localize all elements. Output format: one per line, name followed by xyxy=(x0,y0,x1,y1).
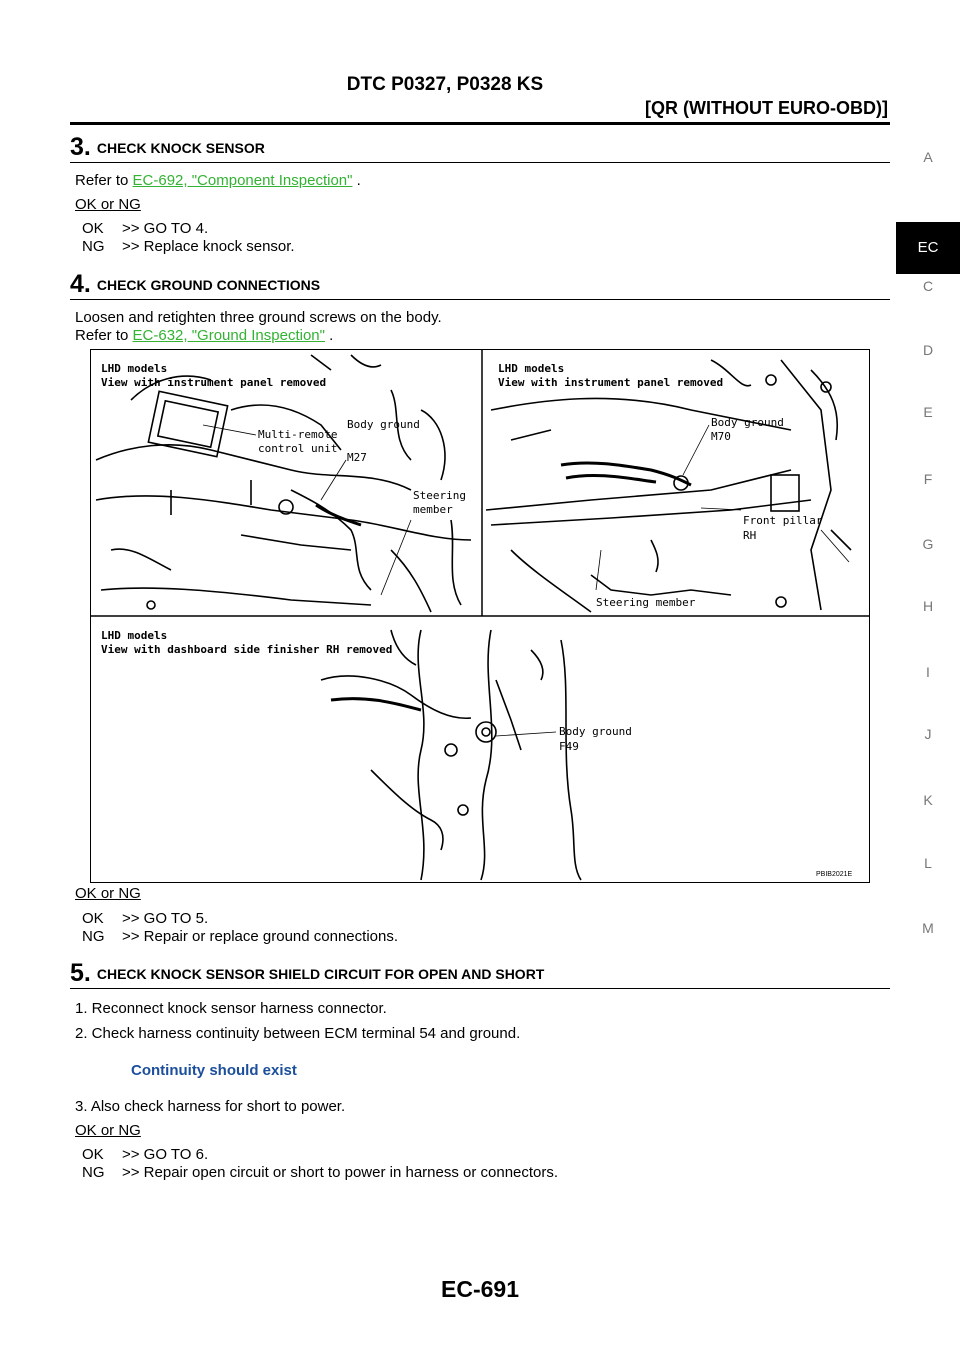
refer-suffix: . xyxy=(324,327,334,344)
panel-2-label-rh: RH xyxy=(743,529,757,542)
section-3-ok-ng: OK or NG xyxy=(75,196,141,213)
panel-1-label-steering: Steering xyxy=(413,489,466,502)
result-text: >> GO TO 5. xyxy=(122,910,209,927)
side-index-item-a[interactable]: A xyxy=(923,149,933,165)
panel-2-title-2: View with instrument panel removed xyxy=(498,376,724,389)
page-title: DTC P0327, P0328 KS xyxy=(346,74,544,95)
section-5-rule xyxy=(70,988,890,989)
panel-2-label-m70: M70 xyxy=(711,430,731,443)
section-4-result-ok xyxy=(82,910,208,927)
section-3-result-ok xyxy=(82,220,208,237)
section-5-ok-ng: OK or NG xyxy=(75,1122,141,1139)
page-number: EC-691 xyxy=(441,1276,519,1302)
side-index-item-k[interactable]: K xyxy=(923,792,933,808)
section-3-number: 3. xyxy=(70,133,91,161)
refer-prefix: Refer to xyxy=(75,172,133,189)
panel-2-leader-lines xyxy=(596,425,849,590)
panel-3-sketch xyxy=(321,630,581,880)
page-subtitle: [QR (WITHOUT EURO-OBD)] xyxy=(645,98,888,118)
ground-location-figure xyxy=(90,349,870,883)
result-key: NG xyxy=(82,928,105,945)
section-4-heading xyxy=(70,270,320,299)
refer-prefix: Refer to xyxy=(75,327,133,344)
side-index-item-i[interactable]: I xyxy=(926,664,930,680)
result-text: >> GO TO 6. xyxy=(122,1146,209,1163)
section-5-number: 5. xyxy=(70,959,91,987)
panel-2-title-1: LHD models xyxy=(498,362,565,375)
result-key: OK xyxy=(82,910,104,927)
result-text: >> Replace knock sensor. xyxy=(122,238,295,255)
section-5-step-2: 2. Check harness continuity between ECM terminal 54 and ground. xyxy=(75,1025,521,1042)
side-index-item-d[interactable]: D xyxy=(922,342,934,358)
side-index-item-g[interactable]: G xyxy=(922,536,934,552)
section-5-step-1: 1. Reconnect knock sensor harness connector. xyxy=(75,1000,387,1017)
section-3-title: CHECK KNOCK SENSOR xyxy=(96,140,265,156)
panel-1-title-2: View with instrument panel removed xyxy=(101,376,327,389)
side-index-item-j[interactable]: J xyxy=(924,726,932,742)
result-key: OK xyxy=(82,220,104,237)
panel-2-label-steering-member: Steering member xyxy=(596,596,696,609)
side-index-item-l[interactable]: L xyxy=(924,855,932,871)
panel-3-label-f49: F49 xyxy=(559,740,579,753)
section-4-number: 4. xyxy=(70,270,91,298)
panel-1-label-control-unit: control unit xyxy=(258,442,338,455)
section-4-ok-ng: OK or NG xyxy=(75,885,141,902)
section-3-refer xyxy=(75,172,361,189)
side-index-item-h[interactable]: H xyxy=(922,598,934,614)
ground-inspection-link[interactable]: EC-632, "Ground Inspection" xyxy=(132,327,325,344)
result-key: OK xyxy=(82,1146,104,1163)
section-4-title: CHECK GROUND CONNECTIONS xyxy=(96,277,321,293)
result-text: >> Repair open circuit or short to power in harness or connectors. xyxy=(122,1164,559,1181)
side-index-item-e[interactable]: E xyxy=(923,404,933,420)
section-4-refer xyxy=(75,327,333,344)
panel-1-label-body-ground: Body ground xyxy=(347,418,420,431)
panel-2-label-front-pillar: Front pillar xyxy=(743,514,823,527)
section-3-rule xyxy=(70,162,890,163)
panel-1-label-multi-remote: Multi-remote xyxy=(258,428,338,441)
section-5-result-ok xyxy=(82,1146,208,1163)
side-index-item-ec[interactable]: EC xyxy=(896,222,960,274)
panel-3-title-2: View with dashboard side finisher RH removed xyxy=(101,643,393,656)
panel-2-label-body-ground: Body ground xyxy=(711,416,784,429)
panel-2-sketch xyxy=(486,360,851,612)
section-4-result-ng xyxy=(82,928,398,945)
section-4-rule xyxy=(70,299,890,300)
panel-1-title-1: LHD models xyxy=(101,362,168,375)
continuity-note: Continuity should exist xyxy=(131,1062,297,1079)
panel-3-leader-lines xyxy=(496,732,556,736)
panel-1-label-m27: M27 xyxy=(347,451,367,464)
panel-3-title-1: LHD models xyxy=(101,629,168,642)
section-5-step-3: 3. Also check harness for short to power. xyxy=(75,1098,346,1115)
panel-1-sketch xyxy=(96,355,471,612)
result-text: >> GO TO 4. xyxy=(122,220,209,237)
section-5-heading xyxy=(70,959,544,988)
section-5-result-ng xyxy=(82,1164,558,1181)
header-rule xyxy=(70,122,890,125)
figure-illustration xyxy=(91,350,869,882)
panel-3-label-body-ground: Body ground xyxy=(559,725,632,738)
panel-1-label-member: member xyxy=(413,503,453,516)
refer-suffix: . xyxy=(352,172,361,189)
section-3-heading xyxy=(70,133,265,162)
result-text: >> Repair or replace ground connections. xyxy=(122,928,399,945)
result-key: NG xyxy=(82,1164,105,1181)
figure-code: PBIB2021E xyxy=(816,871,853,878)
section-5-title: CHECK KNOCK SENSOR SHIELD CIRCUIT FOR OPEN AND SHORT xyxy=(96,966,545,982)
side-index-item-m[interactable]: M xyxy=(922,920,934,936)
side-index-item-f[interactable]: F xyxy=(923,471,933,487)
side-index-item-c[interactable]: C xyxy=(922,278,934,294)
section-3-result-ng xyxy=(82,238,295,255)
component-inspection-link[interactable]: EC-692, "Component Inspection" xyxy=(132,172,353,189)
section-4-line1: Loosen and retighten three ground screws on the body. xyxy=(75,309,442,326)
result-key: NG xyxy=(82,238,105,255)
